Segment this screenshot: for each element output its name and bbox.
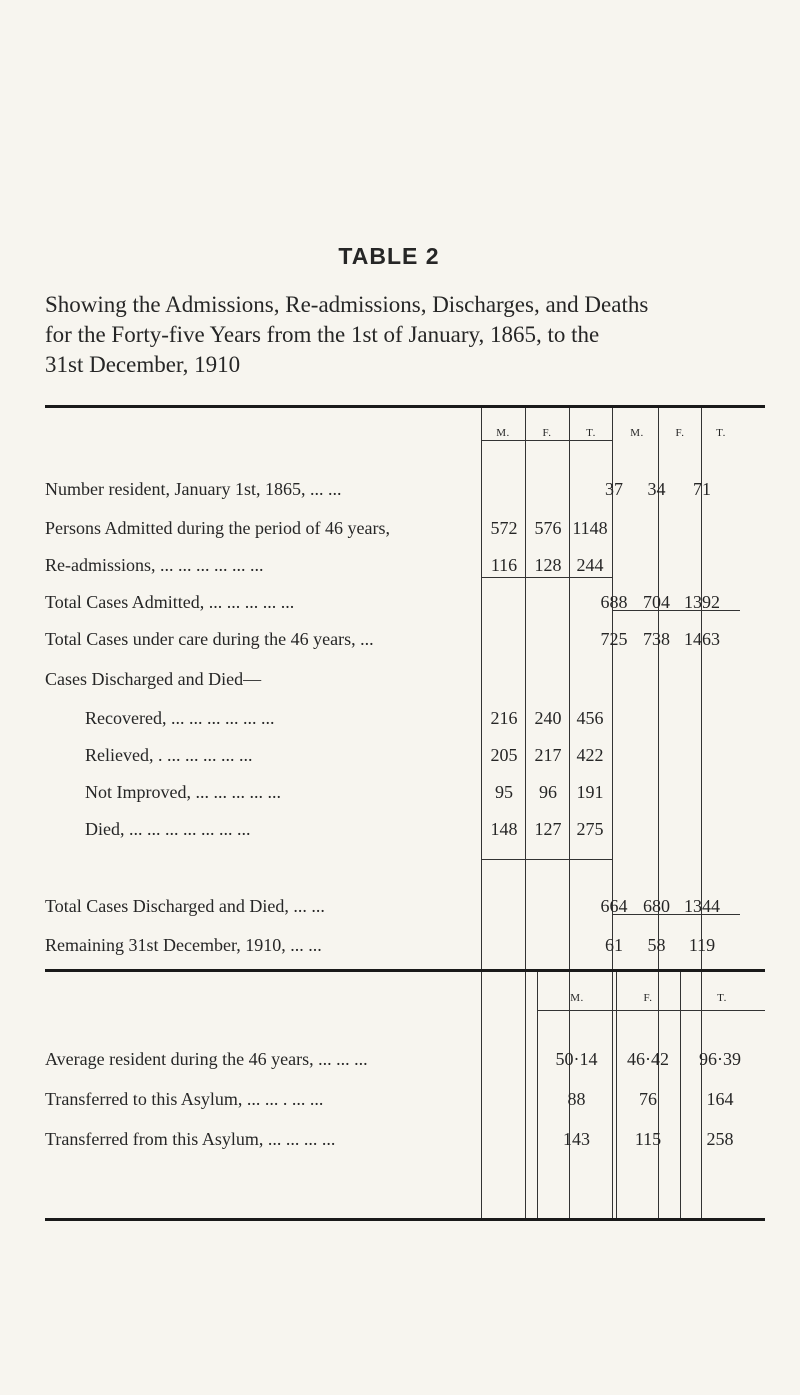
table2-header-rule — [537, 1010, 765, 1011]
row-label: Relieved, . ... ... ... ... ... — [85, 745, 253, 765]
cell-period-m: 572 — [490, 518, 518, 538]
row-label: Died, ... ... ... ... ... ... ... — [85, 819, 251, 839]
row-label: Number resident, January 1st, 1865, ... ... — [45, 479, 342, 499]
cell-total-f: 704 — [643, 592, 670, 612]
row-label: Re-admissions, ... ... ... ... ... ... — [45, 555, 264, 575]
cell-period-t: 1148 — [572, 518, 608, 538]
cell-total-m: 61 — [605, 935, 623, 955]
table1-header-total-t: T. — [716, 427, 726, 439]
row-label: Total Cases Discharged and Died, ... ... — [45, 896, 325, 916]
cell-total-t: 119 — [688, 935, 716, 955]
cell-total-t: 1392 — [684, 592, 720, 612]
row-label: Total Cases under care during the 46 years, ... — [45, 629, 374, 649]
table2-header-f: F. — [643, 992, 653, 1004]
section-heading: Cases Discharged and Died— — [45, 669, 262, 689]
table1-header-period-t: T. — [586, 427, 596, 439]
row-label: Total Cases Admitted, ... ... ... ... ... — [45, 592, 295, 612]
subtitle-line-1: Showing the Admissions, Re-admissions, Discharges, and Deaths — [45, 292, 649, 317]
cell-t: 164 — [706, 1089, 734, 1109]
table2-bottom-rule — [45, 1218, 765, 1221]
cell-period-f: 128 — [534, 555, 562, 575]
table1-header-total-m: M. — [630, 427, 644, 439]
cell-period-f: 576 — [534, 518, 562, 538]
cell-total-m: 37 — [605, 479, 623, 499]
cell-t: 96·39 — [699, 1049, 741, 1069]
cell-period-f: 96 — [539, 782, 557, 802]
table2-header-t: T. — [717, 992, 727, 1004]
cell-total-f: 58 — [647, 935, 666, 955]
cell-period-t: 422 — [576, 745, 604, 765]
table1-col-rule — [481, 408, 482, 1218]
table1-header-period-f: F. — [542, 427, 552, 439]
cell-period-m: 116 — [490, 555, 518, 575]
cell-period-m: 205 — [490, 745, 518, 765]
cell-period-t: 275 — [576, 819, 604, 839]
cell-total-m: 725 — [600, 629, 628, 649]
cell-m: 143 — [563, 1129, 590, 1149]
sum-rule-admitted — [481, 577, 612, 578]
cell-period-f: 217 — [534, 745, 562, 765]
cell-total-t: 71 — [693, 479, 711, 499]
row-label: Transferred to this Asylum, ... ... . ... ... — [45, 1089, 324, 1109]
cell-total-t: 1463 — [684, 629, 720, 649]
row-label: Not Improved, ... ... ... ... ... — [85, 782, 281, 802]
cell-f: 76 — [639, 1089, 657, 1109]
cell-total-t: 1344 — [684, 896, 720, 916]
cell-m: 50·14 — [555, 1049, 598, 1069]
cell-total-f: 34 — [647, 479, 666, 499]
cell-period-m: 216 — [490, 708, 518, 728]
table2-header-m: M. — [570, 992, 584, 1004]
cell-total-m: 688 — [600, 592, 628, 612]
table1-header-total-f: F. — [675, 427, 685, 439]
cell-t: 258 — [706, 1129, 734, 1149]
page-title: TABLE 2 — [338, 243, 440, 269]
row-label: Transferred from this Asylum, ... ... ... ... — [45, 1129, 336, 1149]
table1-header-period-m: M. — [496, 427, 510, 439]
row-label: Average resident during the 46 years, ... ... ... — [45, 1049, 368, 1069]
table1-col-rule — [525, 408, 526, 1218]
cell-f: 115 — [634, 1129, 662, 1149]
cell-period-t: 456 — [576, 708, 604, 728]
cell-total-f: 738 — [643, 629, 670, 649]
cell-total-f: 680 — [643, 896, 670, 916]
row-label: Remaining 31st December, 1910, ... ... — [45, 935, 322, 955]
cell-period-t: 244 — [576, 555, 604, 575]
subtitle-line-2: for the Forty-five Years from the 1st of January, 1865, to the — [45, 322, 600, 347]
row-label: Recovered, ... ... ... ... ... ... — [85, 708, 275, 728]
sum-rule-discharged — [481, 859, 612, 860]
cell-total-m: 664 — [600, 896, 628, 916]
table1-header-rule — [481, 440, 612, 441]
table1-bottom-rule — [45, 969, 765, 972]
cell-m: 88 — [567, 1089, 586, 1109]
cell-period-f: 240 — [534, 708, 562, 728]
table1-top-rule — [45, 405, 765, 408]
cell-period-t: 191 — [576, 782, 604, 802]
cell-period-f: 127 — [534, 819, 562, 839]
cell-f: 46·42 — [627, 1049, 669, 1069]
cell-period-m: 95 — [495, 782, 513, 802]
cell-period-m: 148 — [490, 819, 518, 839]
subtitle-line-3: 31st December, 1910 — [45, 352, 241, 377]
row-label: Persons Admitted during the period of 46 years, — [45, 518, 390, 538]
